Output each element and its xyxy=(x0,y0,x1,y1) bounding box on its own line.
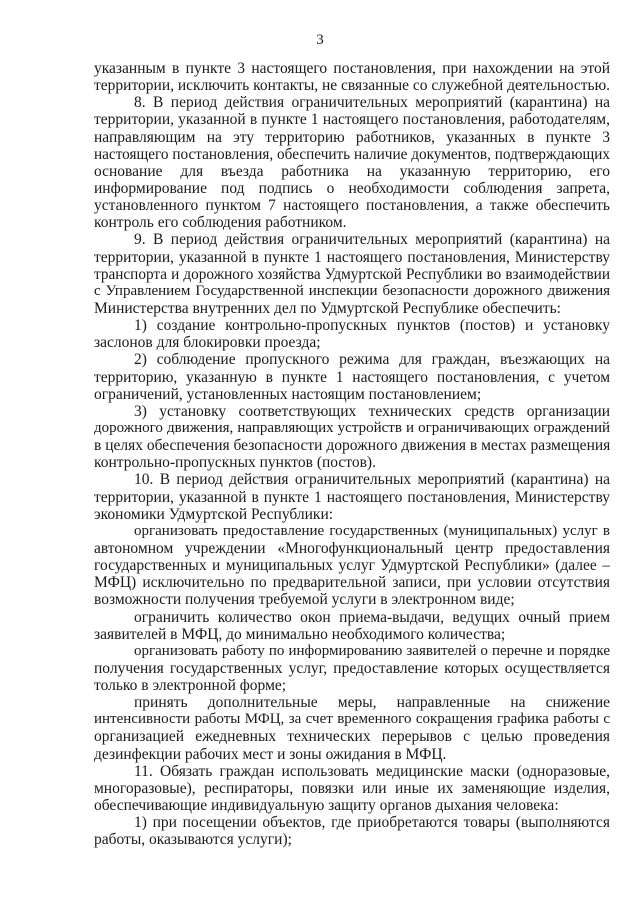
text-line: территории, указанной в пункте 1 настоящего постановления, Министерству xyxy=(94,248,610,266)
text-line: возможности получения требуемой услуги в электронном виде; xyxy=(94,591,515,609)
text-line: принять дополнительные меры, направленные на снижение xyxy=(134,694,610,712)
text-line: ограничений, установленных настоящим постановлением; xyxy=(94,385,482,403)
text-line: организовать предоставление государственных (муниципальных) услуг в xyxy=(134,522,610,539)
text-line: многоразовые), респираторы, повязки или иные их заменяющие изделия, xyxy=(94,779,610,797)
text-line: территории, указанной в пункте 1 настоящего постановления, работодателям, xyxy=(94,111,610,129)
text-line: 3) установку соответствующих технических средств организации xyxy=(134,402,610,420)
text-line: получения государственных услуг, предоставление которых осуществляется xyxy=(94,659,610,677)
text-line: МФЦ) исключительно по предварительной записи, при условии отсутствия xyxy=(94,574,610,592)
document-body xyxy=(94,60,610,848)
text-line: дорожного движения, направляющих устройств и ограничивающих ограждений xyxy=(94,419,610,436)
text-line: работы, оказываются услуги); xyxy=(94,831,292,849)
text-line: 2) соблюдение пропускного режима для граждан, въезжающих на xyxy=(134,351,610,369)
text-line: установленного пунктом 7 настоящего постановления, а также обеспечить xyxy=(94,197,610,215)
text-line: 1) создание контрольно-пропускных пунктов (постов) и установку xyxy=(134,317,610,335)
text-line: 10. В период действия ограничительных мероприятий (карантина) на xyxy=(134,471,610,489)
text-line: обеспечивающие индивидуальную защиту органов дыхания человека: xyxy=(94,797,559,815)
text-line: в целях обеспечения безопасности дорожного движения в местах размещения xyxy=(94,437,610,455)
text-line: Министерства внутренних дел по Удмуртской Республике обеспечить: xyxy=(94,299,561,317)
text-line: направляющим на эту территорию работников, указанных в пункте 3 xyxy=(94,128,610,146)
page-number: 3 xyxy=(316,32,324,48)
text-line: дезинфекции рабочих мест и зоны ожидания в МФЦ. xyxy=(94,745,447,763)
text-line: автономном учреждении «Многофункциональный центр предоставления xyxy=(94,539,610,557)
text-line: заслонов для блокировки проезда; xyxy=(94,334,321,352)
text-line: организовать работу по информированию заявителей о перечне и порядке xyxy=(134,642,610,659)
text-line: 8. В период действия ограничительных мероприятий (карантина) на xyxy=(134,94,610,112)
text-line: 1) при посещении объектов, где приобретаются товары (выполняются xyxy=(134,814,610,832)
text-line: ограничить количество окон приема-выдачи, ведущих очный прием xyxy=(134,608,610,626)
text-line: интенсивности работы МФЦ, за счет временного сокращения графика работы с xyxy=(94,711,610,728)
text-line: территорию, указанную в пункте 1 настоящего постановления, с учетом xyxy=(94,368,610,386)
text-line: контроль его соблюдения работником. xyxy=(94,214,347,232)
text-line: экономики Удмуртской Республики: xyxy=(94,505,334,523)
text-line: территории, указанной в пункте 1 настоящего постановления, Министерству xyxy=(94,488,610,506)
text-line: с Управлением Государственной инспекции безопасности дорожного движения xyxy=(94,282,610,299)
text-line: 9. В период действия ограничительных мероприятий (карантина) на xyxy=(134,231,610,249)
text-line: организацией ежедневных технических перерывов с целью проведения xyxy=(94,728,610,746)
text-line: заявителей в МФЦ, до минимально необходимого количества; xyxy=(94,625,506,643)
text-line: транспорта и дорожного хозяйства Удмуртской Республики во взаимодействии xyxy=(94,265,610,283)
text-line: информирование под подпись о необходимости соблюдения запрета, xyxy=(94,179,610,197)
text-line: 11. Обязать граждан использовать медицинские маски (одноразовые, xyxy=(134,762,610,780)
text-line: указанным в пункте 3 настоящего постановления, при нахождении на этой xyxy=(94,60,610,77)
text-line: территории, исключить контакты, не связанные со служебной деятельностью. xyxy=(94,77,610,95)
text-line: государственных и муниципальных услуг Удмуртской Республики» (далее – xyxy=(94,557,610,575)
text-line: основание для въезда работника на указанную территорию, его xyxy=(94,162,610,180)
text-line: только в электронной форме; xyxy=(94,677,287,695)
text-line: настоящего постановления, обеспечить наличие документов, подтверждающих xyxy=(94,145,610,163)
text-line: контрольно-пропускных пунктов (постов). xyxy=(94,454,376,472)
